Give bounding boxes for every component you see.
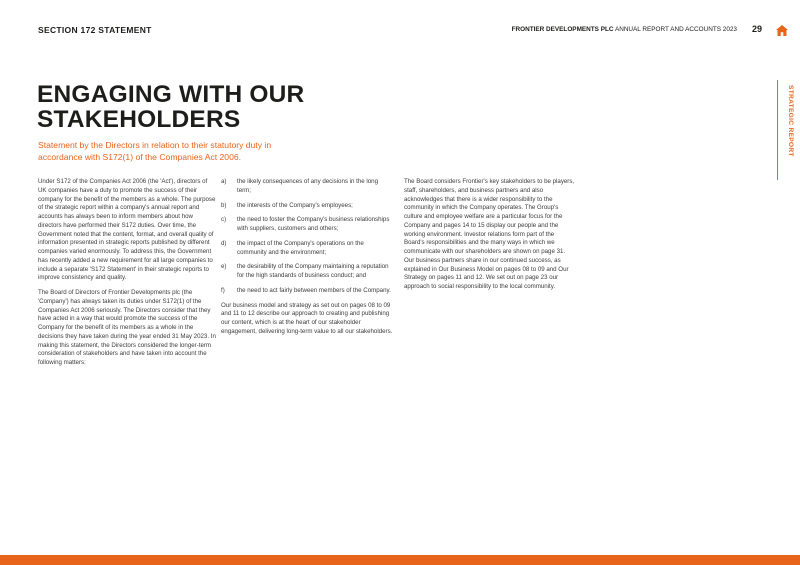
- report-header: [512, 26, 737, 33]
- page-number: 29: [752, 24, 763, 34]
- list-item-label: e): [221, 263, 227, 271]
- report-name: ANNUAL REPORT AND ACCOUNTS 2023: [614, 26, 737, 33]
- list-item: [221, 287, 393, 296]
- list-item-text: the interests of the Company's employees;: [237, 201, 353, 209]
- list-item-text: the likely consequences of any decisions in the long term;: [237, 178, 378, 194]
- side-tab-strategic-report[interactable]: STRATEGIC REPORT: [787, 85, 794, 157]
- page-title-line2: STAKEHOLDERS: [37, 106, 241, 133]
- page-subtitle: Statement by the Directors in relation to their statutory duty in accordance with S172(1) of the Companies Act 2006.: [38, 140, 272, 162]
- list-item: [221, 263, 393, 281]
- list-item: [221, 178, 393, 196]
- list-item: [221, 202, 393, 211]
- list-item-label: f): [221, 286, 225, 294]
- list-item-label: a): [221, 178, 227, 185]
- paragraph: The Board of Directors of Frontier Developments plc (the 'Company') has always taken its duties under S172(1) of the Companies Act 2006 seriously. The Directors consider that they have acted in a way that would promote the success of the Company for the benefit of its members as a whole in the decisions they have taken during the year ended 31 May 2023. In making this statement, the Directors considered the longer-term consideration of stakeholders and have taken into account the following matters:: [38, 289, 216, 366]
- list-item-label: d): [221, 239, 227, 247]
- list-item-text: the need to foster the Company's business relationships with suppliers, customers and others;: [237, 216, 390, 232]
- home-button[interactable]: [776, 23, 788, 34]
- column-1: [38, 178, 216, 374]
- list-item: [221, 240, 393, 258]
- list-item-text: the need to act fairly between members of the Company.: [237, 286, 391, 294]
- footer-bar: [0, 555, 800, 565]
- column-2: [221, 178, 393, 343]
- list-item-text: the impact of the Company's operations on the community and the environment;: [237, 239, 364, 256]
- company-name: FRONTIER DEVELOPMENTS PLC: [511, 26, 614, 33]
- list-item-label: c): [221, 216, 227, 224]
- page-title-line1: ENGAGING WITH OUR: [37, 81, 305, 108]
- page-title: [37, 82, 304, 132]
- side-tab-marker: [777, 80, 778, 180]
- list-item-label: b): [221, 201, 227, 209]
- paragraph: Our business model and strategy as set out on pages 08 to 09 and 11 to 12 describe our approach to creating and publishing our content, which is at the heart of our stakeholder engagement, delivering long-term value to all our stakeholders.: [221, 301, 393, 335]
- list-item-text: the desirability of the Company maintaining a reputation for the high standards of business conduct; and: [237, 263, 389, 279]
- list-item: [221, 216, 393, 234]
- section-title: SECTION 172 STATEMENT: [38, 25, 152, 35]
- paragraph: The Board considers Frontier's key stakeholders to be players, staff, shareholders, and business partners and also acknowledges that there is a wider responsibility to the community in which the Company operates. The Group's culture and employee welfare are a particular focus for the Company and pages 14 to 15 display our people and the working environment. Investor relations form part of the Board's responsibilities and the many ways in which we communicate with our shareholders are shown on page 31. Our business partners share in our continued success, as explained in Our Business Model on pages 08 to 09 and Our Strategy on pages 11 and 12. We set out on page 23 our approach to social responsibility to the local community.: [404, 178, 575, 290]
- home-icon: [776, 25, 788, 36]
- paragraph: Under S172 of the Companies Act 2006 (the 'Act'), directors of UK companies have a duty to promote the success of their company for the benefit of the members as a whole. The purpose of the strategic report within a company's annual report and accounts has always been to inform members about how directors have performed their S172 duties. Over time, the Government noted that the content, format, and overall quality of information presented in strategic reports published by different companies varied enormously. To address this, the Government has recently added a new requirement for all large companies to include a separate 'S172 Statement' in their strategic reports to improve consistency and quality.: [38, 178, 216, 282]
- column-3: [404, 178, 576, 298]
